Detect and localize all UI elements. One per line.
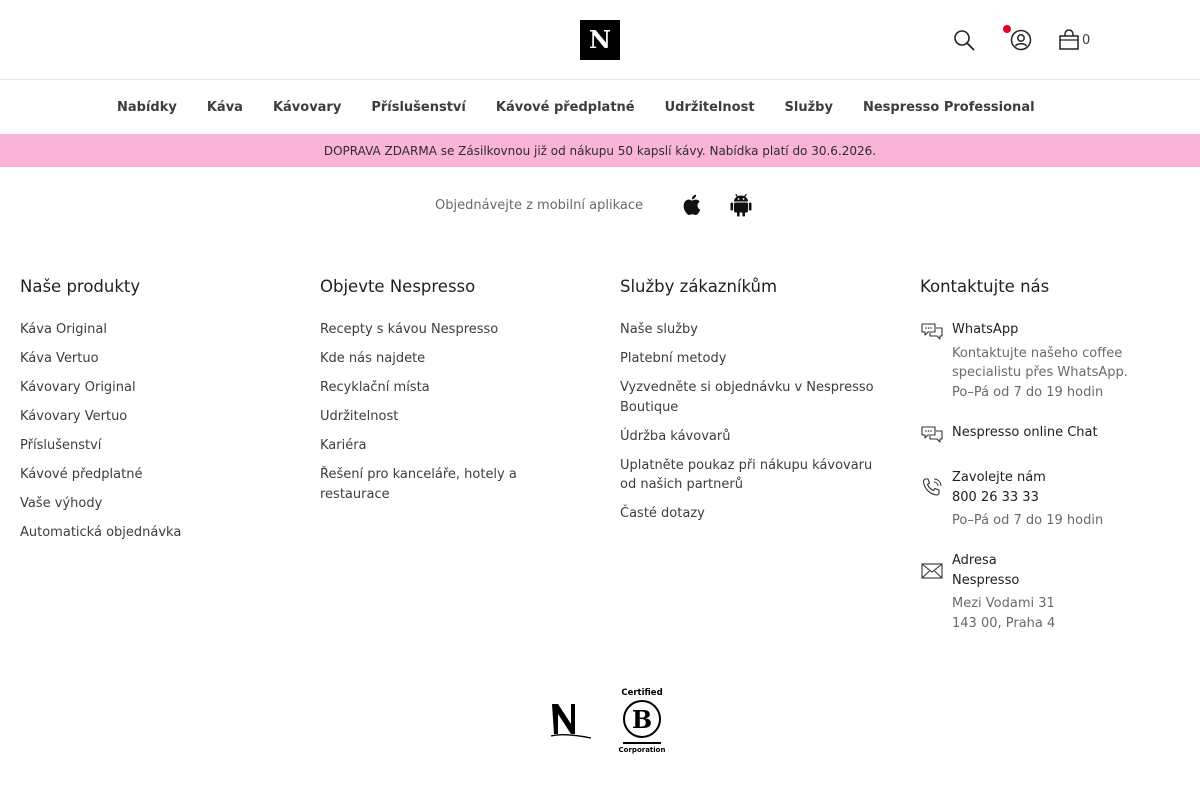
footer-link[interactable]: Platební metody	[620, 351, 727, 366]
nav-item-offers[interactable]: Nabídky	[117, 100, 177, 115]
footer-discover-column	[320, 277, 580, 514]
phone-title: Zavolejte nám	[952, 470, 1046, 485]
phone-icon	[920, 476, 944, 500]
address-title: Adresa	[952, 553, 997, 568]
search-icon	[953, 29, 975, 51]
bcorp-b-circle	[623, 700, 661, 738]
nespresso-logo[interactable]	[580, 20, 620, 60]
footer-discover-title: Objevte Nespresso	[320, 277, 476, 296]
footer-link[interactable]: Kariéra	[320, 438, 367, 453]
cart-count: 0	[1082, 32, 1091, 48]
whatsapp-title: WhatsApp	[952, 322, 1019, 337]
footer-link[interactable]: Vyzvedněte si objednávku v Nespresso Boutique	[620, 380, 874, 415]
footer-link[interactable]: Příslušenství	[20, 438, 102, 453]
footer-link[interactable]: Recyklační místa	[320, 380, 430, 395]
logo-letter: N	[589, 25, 611, 54]
footer-link[interactable]: Automatická objednávka	[20, 525, 182, 540]
footer-products-title: Naše produkty	[20, 277, 141, 296]
apple-icon	[681, 192, 705, 218]
chat-bubbles-icon	[920, 320, 944, 344]
promo-text: DOPRAVA ZDARMA se Zásilkovnou již od nákupu 50 kapslí kávy. Nabídka platí do 30.6.2026.	[323, 143, 877, 158]
footer-link[interactable]: Kde nás najdete	[320, 351, 426, 366]
shopping-bag-icon	[1058, 29, 1080, 51]
footer-link[interactable]: Vaše výhody	[20, 496, 103, 511]
footer-link[interactable]: Údržba kávovarů	[620, 428, 731, 444]
b-corp-badge	[620, 688, 664, 754]
nav-item-professional[interactable]: Nespresso Professional	[862, 100, 1035, 115]
footer-link[interactable]: Kávovary Vertuo	[20, 409, 128, 424]
nav-item-accessories[interactable]: Příslušenství	[371, 100, 466, 115]
user-icon	[1010, 29, 1032, 51]
address-street: Mezi Vodami 31	[952, 596, 1055, 611]
nespresso-footer-logo	[548, 700, 594, 742]
footer-link[interactable]: Řešení pro kanceláře, hotely a restaurace	[320, 467, 517, 502]
bcorp-letter: B	[631, 704, 653, 734]
phone-hours: Po–Pá od 7 do 19 hodin	[952, 513, 1104, 528]
chat-title: Nespresso online Chat	[952, 425, 1098, 440]
envelope-icon	[920, 559, 944, 583]
nav-item-machines[interactable]: Kávovary	[272, 100, 342, 115]
bcorp-corporation-text: Corporation	[618, 746, 666, 754]
cart-button[interactable]	[1058, 26, 1098, 54]
promo-banner[interactable]	[0, 134, 1200, 167]
nav-item-subscription[interactable]: Kávové předplatné	[495, 100, 635, 115]
footer-link[interactable]: Káva Vertuo	[20, 351, 99, 366]
mobile-app-row	[0, 190, 1200, 220]
bcorp-divider	[623, 742, 661, 744]
footer-link[interactable]: Časté dotazy	[620, 506, 705, 521]
footer-link[interactable]: Naše služby	[620, 322, 698, 337]
footer-link[interactable]: Udržitelnost	[320, 409, 399, 424]
bcorp-certified-text: Certified	[621, 688, 663, 698]
footer-logo-letter: N	[548, 700, 549, 701]
apple-store-link[interactable]	[679, 191, 707, 219]
mobile-app-label: Objednávejte z mobilní aplikace	[435, 197, 643, 213]
chat-bubbles-icon	[920, 423, 944, 447]
search-button[interactable]	[950, 26, 978, 54]
nav-item-sustainability[interactable]: Udržitelnost	[664, 100, 755, 115]
android-store-link[interactable]	[727, 191, 755, 219]
footer-services-title: Služby zákazníkům	[620, 277, 778, 296]
footer-contact-title: Kontaktujte nás	[920, 277, 1050, 296]
footer-link[interactable]: Káva Original	[20, 322, 107, 337]
nav-item-services[interactable]: Služby	[784, 100, 833, 115]
account-button[interactable]	[1007, 26, 1035, 54]
footer-services-column	[620, 277, 880, 533]
site-header	[0, 0, 1200, 80]
whatsapp-description: Kontaktujte našeho coffee specialistu přes WhatsApp.	[952, 345, 1128, 380]
footer-products-column	[20, 277, 280, 552]
android-icon	[729, 192, 753, 218]
footer-link[interactable]: Recepty s kávou Nespresso	[320, 322, 499, 337]
whatsapp-hours: Po–Pá od 7 do 19 hodin	[952, 384, 1104, 400]
phone-number[interactable]: 800 26 33 33	[952, 489, 1039, 505]
footer-link[interactable]: Uplatněte poukaz při nákupu kávovaru od našich partnerů	[620, 457, 873, 492]
footer-link[interactable]: Kávovary Original	[20, 380, 136, 395]
main-navigation	[0, 81, 1200, 134]
address-company: Nespresso	[952, 572, 1020, 588]
nav-item-coffee[interactable]: Káva	[206, 100, 243, 115]
footer-link[interactable]: Kávové předplatné	[20, 467, 143, 482]
address-city: 143 00, Praha 4	[952, 615, 1056, 631]
footer-contact-column	[920, 277, 1160, 320]
